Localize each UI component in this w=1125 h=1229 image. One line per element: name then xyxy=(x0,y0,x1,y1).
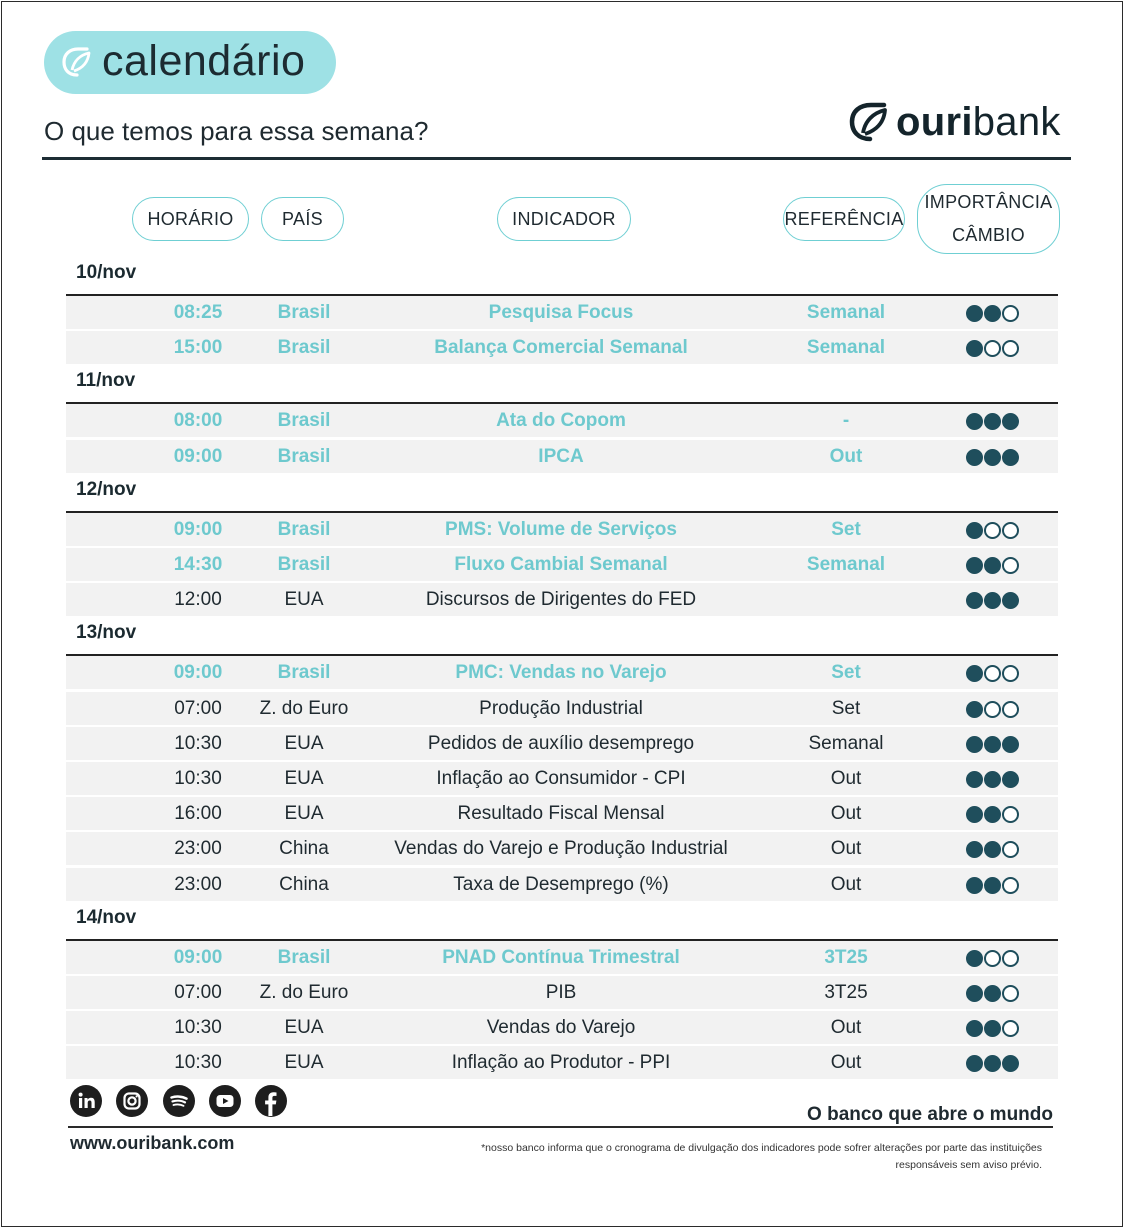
importance-dot-filled xyxy=(984,736,1001,753)
table-row xyxy=(66,440,1058,473)
ouribank-logo xyxy=(848,98,1061,146)
importance-dot-empty xyxy=(1002,522,1019,539)
event-reference: Out xyxy=(830,1052,862,1073)
importance-indicator xyxy=(964,700,1020,718)
day-label: 14/nov xyxy=(76,906,137,928)
table-row xyxy=(66,762,1058,795)
event-indicator: Pedidos de auxílio desemprego xyxy=(427,733,695,754)
importance-dot-empty xyxy=(1002,877,1019,894)
event-indicator: IPCA xyxy=(538,446,584,467)
table-row xyxy=(66,692,1058,725)
event-indicator: Vendas do Varejo e Produção Industrial xyxy=(394,838,728,859)
importance-dot-empty xyxy=(1002,985,1019,1002)
importance-dot-filled xyxy=(966,340,983,357)
importance-dot-filled xyxy=(966,1055,983,1072)
event-country: China xyxy=(279,838,329,859)
website-link[interactable]: www.ouribank.com xyxy=(70,1133,235,1153)
importance-dot-empty xyxy=(1002,557,1019,574)
event-country: Z. do Euro xyxy=(259,698,349,719)
event-reference: Semanal xyxy=(806,337,886,358)
event-reference xyxy=(796,583,896,616)
importance-indicator xyxy=(964,591,1020,609)
event-country: EUA xyxy=(284,1017,324,1038)
day-label: 12/nov xyxy=(76,478,137,500)
importance-dot-filled xyxy=(1002,449,1019,466)
importance-dot-filled xyxy=(984,841,1001,858)
column-header-importance: IMPORTÂNCIA CÂMBIO xyxy=(917,184,1060,254)
event-indicator: PMC: Vendas no Varejo xyxy=(455,662,667,683)
event-country: Brasil xyxy=(277,337,331,358)
importance-dot-empty xyxy=(984,950,1001,967)
importance-dot-filled xyxy=(1002,413,1019,430)
importance-dot-filled xyxy=(966,877,983,894)
importance-dot-filled xyxy=(966,806,983,823)
table-row xyxy=(66,1011,1058,1044)
event-indicator: Inflação ao Consumidor - CPI xyxy=(436,768,686,789)
importance-dot-empty xyxy=(1002,806,1019,823)
event-country: EUA xyxy=(284,733,324,754)
importance-indicator xyxy=(964,412,1020,430)
importance-dot-filled xyxy=(984,771,1001,788)
event-country: Brasil xyxy=(277,302,331,323)
event-time: 10:30 xyxy=(174,1052,222,1073)
event-reference: Out xyxy=(830,768,862,789)
linkedin-icon[interactable] xyxy=(70,1085,102,1117)
importance-dot-empty xyxy=(1002,1020,1019,1037)
importance-indicator xyxy=(964,1019,1020,1037)
table-row xyxy=(66,331,1058,364)
importance-indicator xyxy=(964,770,1020,788)
importance-dot-filled xyxy=(984,1055,1001,1072)
ouribank-leaf-icon xyxy=(848,100,890,144)
event-country: EUA xyxy=(284,768,324,789)
importance-indicator xyxy=(964,735,1020,753)
importance-dot-filled xyxy=(966,736,983,753)
event-country: Z. do Euro xyxy=(259,982,349,1003)
table-row xyxy=(66,727,1058,760)
event-country: Brasil xyxy=(277,554,331,575)
event-country: Brasil xyxy=(277,519,331,540)
importance-dot-filled xyxy=(984,877,1001,894)
youtube-icon[interactable] xyxy=(209,1085,241,1117)
importance-indicator xyxy=(964,664,1020,682)
importance-indicator xyxy=(964,876,1020,894)
event-country: Brasil xyxy=(277,410,331,431)
spotify-icon[interactable] xyxy=(163,1085,195,1117)
event-reference: 3T25 xyxy=(824,947,868,968)
table-row xyxy=(66,832,1058,865)
event-indicator: Taxa de Desemprego (%) xyxy=(453,874,669,895)
event-time: 10:30 xyxy=(174,768,222,789)
table-row xyxy=(66,583,1058,616)
importance-dot-filled xyxy=(1002,592,1019,609)
slogan: O banco que abre o mundo xyxy=(807,1104,1053,1125)
event-time: 10:30 xyxy=(174,733,222,754)
column-header-reference: REFERÊNCIA xyxy=(783,197,905,241)
footer-divider xyxy=(68,1126,1053,1128)
importance-dot-empty xyxy=(984,340,1001,357)
event-reference: Set xyxy=(831,662,861,683)
importance-dot-filled xyxy=(966,771,983,788)
day-label: 10/nov xyxy=(76,262,137,283)
event-reference: Set xyxy=(831,519,861,540)
table-row xyxy=(66,404,1058,437)
event-indicator: Fluxo Cambial Semanal xyxy=(454,554,668,575)
importance-dot-filled xyxy=(966,985,983,1002)
importance-indicator xyxy=(964,304,1020,322)
event-indicator: Inflação ao Produtor - PPI xyxy=(451,1052,671,1073)
event-time: 07:00 xyxy=(174,698,222,719)
event-indicator: Produção Industrial xyxy=(479,698,643,719)
table-row xyxy=(66,868,1058,901)
event-country: EUA xyxy=(284,803,324,824)
event-reference: Out xyxy=(830,838,862,859)
event-time: 10:30 xyxy=(174,1017,222,1038)
brand-name: ouribank xyxy=(896,99,1061,144)
event-country: China xyxy=(279,874,329,895)
table-row xyxy=(66,1046,1058,1079)
event-reference: Out xyxy=(829,446,863,467)
disclaimer: *nosso banco informa que o cronograma de divulgação dos indicadores pode sofrer alterações por parte das instituições responsáveis sem aviso prévio. xyxy=(481,1142,1042,1171)
event-reference: Semanal xyxy=(806,302,886,323)
importance-indicator xyxy=(964,339,1020,357)
importance-indicator xyxy=(964,556,1020,574)
event-country: Brasil xyxy=(277,662,331,683)
importance-dot-filled xyxy=(966,841,983,858)
importance-dot-filled xyxy=(984,305,1001,322)
event-reference: Out xyxy=(830,874,862,895)
event-reference: Semanal xyxy=(806,554,886,575)
event-reference: - xyxy=(842,410,850,431)
event-time: 15:00 xyxy=(173,337,223,358)
event-indicator: Ata do Copom xyxy=(496,410,626,431)
event-country: Brasil xyxy=(277,947,331,968)
table-row xyxy=(66,513,1058,546)
event-country: Brasil xyxy=(277,446,331,467)
importance-indicator xyxy=(964,448,1020,466)
column-header-time: HORÁRIO xyxy=(132,197,249,241)
event-time: 09:00 xyxy=(173,519,223,540)
table-row xyxy=(66,976,1058,1009)
importance-dot-filled xyxy=(984,985,1001,1002)
importance-dot-filled xyxy=(966,413,983,430)
event-indicator: Pesquisa Focus xyxy=(488,302,634,323)
importance-dot-filled xyxy=(966,522,983,539)
instagram-icon[interactable] xyxy=(116,1085,148,1117)
importance-indicator xyxy=(964,521,1020,539)
event-indicator: PMS: Volume de Serviços xyxy=(445,519,677,540)
event-reference: Set xyxy=(831,698,861,719)
event-time: 09:00 xyxy=(173,947,223,968)
importance-dot-filled xyxy=(966,557,983,574)
event-time: 12:00 xyxy=(174,589,222,610)
event-time: 09:00 xyxy=(173,662,223,683)
event-indicator: Discursos de Dirigentes do FED xyxy=(425,589,697,610)
importance-dot-filled xyxy=(966,305,983,322)
importance-dot-empty xyxy=(984,665,1001,682)
table-row xyxy=(66,548,1058,581)
event-reference: 3T25 xyxy=(824,982,868,1003)
event-indicator: Vendas do Varejo xyxy=(486,1017,636,1038)
importance-indicator xyxy=(964,1054,1020,1072)
importance-indicator xyxy=(964,840,1020,858)
importance-indicator xyxy=(964,949,1020,967)
table-row xyxy=(66,296,1058,329)
event-country: EUA xyxy=(284,1052,324,1073)
event-time: 08:25 xyxy=(173,302,223,323)
event-indicator: Balança Comercial Semanal xyxy=(434,337,688,358)
column-header-country: PAÍS xyxy=(261,197,344,241)
page-subtitle: O que temos para essa semana? xyxy=(44,116,429,146)
calendar-title-badge xyxy=(44,31,336,94)
importance-dot-filled xyxy=(966,1020,983,1037)
event-country: EUA xyxy=(284,589,324,610)
importance-dot-empty xyxy=(1002,665,1019,682)
importance-dot-filled xyxy=(1002,771,1019,788)
importance-dot-filled xyxy=(1002,736,1019,753)
column-header-indicator: INDICADOR xyxy=(497,197,631,241)
importance-dot-filled xyxy=(966,950,983,967)
page-title: calendário xyxy=(102,37,306,85)
importance-dot-filled xyxy=(966,701,983,718)
event-reference: Out xyxy=(830,803,862,824)
importance-dot-filled xyxy=(966,449,983,466)
importance-dot-filled xyxy=(984,592,1001,609)
event-indicator: Resultado Fiscal Mensal xyxy=(457,803,665,824)
importance-dot-filled xyxy=(984,557,1001,574)
importance-dot-filled xyxy=(966,592,983,609)
event-time: 14:30 xyxy=(173,554,223,575)
table-row xyxy=(66,797,1058,830)
importance-indicator xyxy=(964,984,1020,1002)
event-indicator: PNAD Contínua Trimestral xyxy=(442,947,680,968)
importance-dot-empty xyxy=(1002,950,1019,967)
importance-dot-filled xyxy=(984,449,1001,466)
event-time: 16:00 xyxy=(174,803,222,824)
event-indicator: PIB xyxy=(545,982,577,1003)
table-row xyxy=(66,656,1058,689)
event-time: 08:00 xyxy=(173,410,223,431)
importance-dot-empty xyxy=(1002,340,1019,357)
importance-dot-filled xyxy=(984,806,1001,823)
header-divider xyxy=(42,157,1071,160)
facebook-icon[interactable] xyxy=(255,1085,287,1117)
event-reference: Semanal xyxy=(808,733,884,754)
importance-dot-filled xyxy=(1002,1055,1019,1072)
day-label: 13/nov xyxy=(76,622,137,644)
importance-dot-filled xyxy=(984,1020,1001,1037)
importance-dot-empty xyxy=(1002,305,1019,322)
importance-indicator xyxy=(964,805,1020,823)
event-reference: Out xyxy=(830,1017,862,1038)
importance-dot-empty xyxy=(1002,701,1019,718)
importance-dot-filled xyxy=(966,665,983,682)
importance-dot-empty xyxy=(1002,841,1019,858)
event-time: 09:00 xyxy=(173,446,223,467)
day-label: 11/nov xyxy=(76,370,136,392)
event-time: 07:00 xyxy=(174,982,222,1003)
event-time: 23:00 xyxy=(174,838,222,859)
importance-dot-empty xyxy=(984,522,1001,539)
leaf-icon xyxy=(60,44,94,80)
importance-dot-empty xyxy=(984,701,1001,718)
event-time: 23:00 xyxy=(174,874,222,895)
importance-dot-filled xyxy=(984,413,1001,430)
table-row xyxy=(66,941,1058,974)
